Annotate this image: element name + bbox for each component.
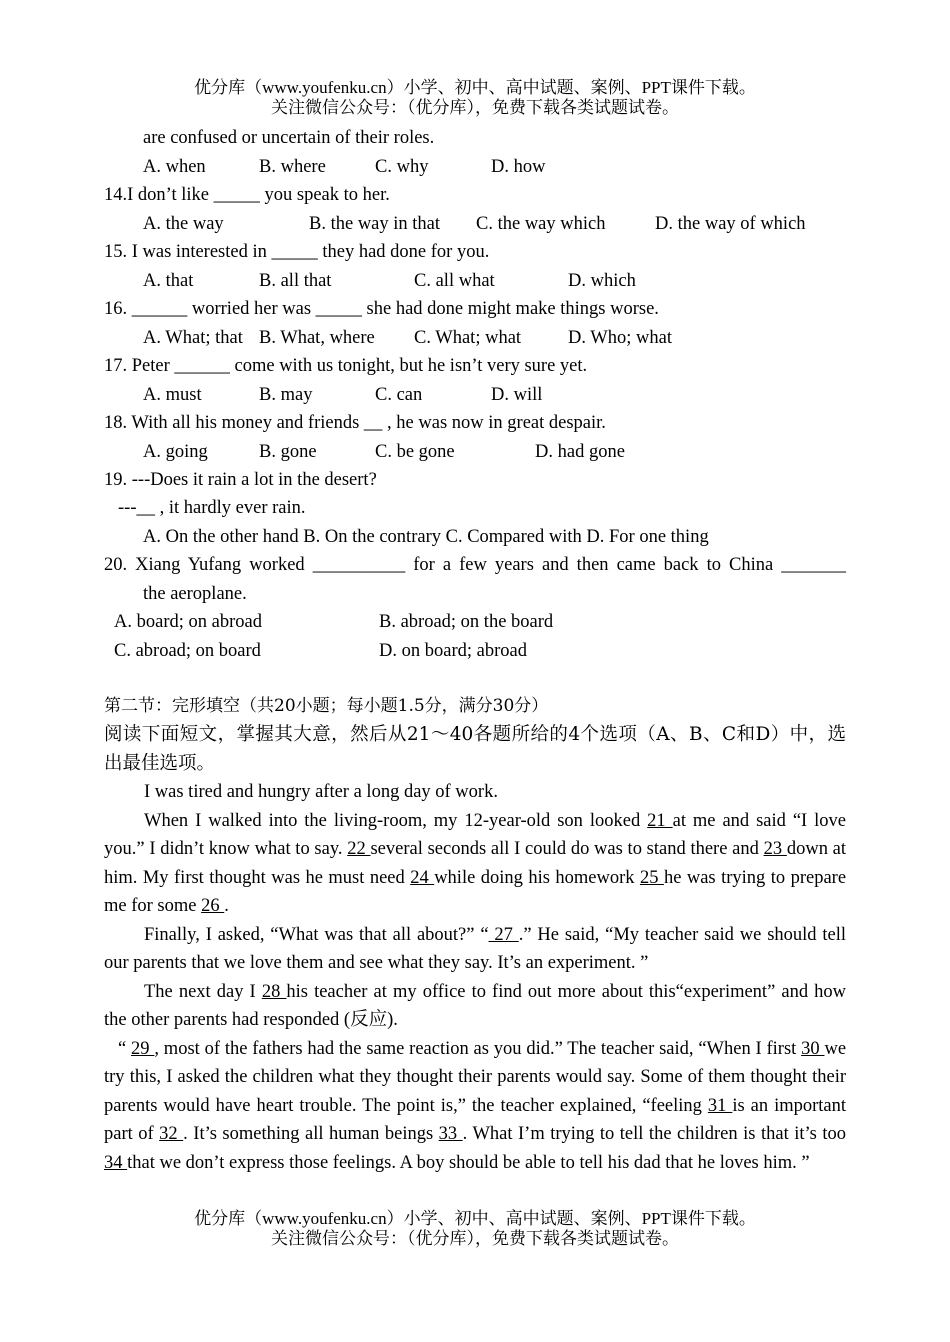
- page-header: [0, 78, 950, 118]
- blank-28: 28: [261, 981, 287, 1002]
- header-line-2: 关注微信公众号：（优分库），免费下载各类试题试卷。: [271, 98, 679, 117]
- option: D. on board; abroad: [379, 641, 527, 661]
- blank-21: 21: [647, 810, 673, 831]
- q19-options: A. On the other hand B. On the contrary C. Compared with D. For one thing: [143, 527, 709, 547]
- blank-27: 27: [488, 924, 519, 945]
- option: B. all that: [259, 271, 332, 291]
- option: A. when: [143, 157, 206, 177]
- option: B. the way in that: [309, 214, 441, 234]
- blank-26: 26: [201, 896, 225, 916]
- header-line-1: 优分库（www.youfenku.cn）小学、初中、高中试题、案例、PPT课件下载。: [194, 78, 756, 97]
- option: D. how: [491, 157, 546, 177]
- cloze-passage: [104, 778, 846, 1177]
- q19-reply: ---__ , it hardly ever rain.: [118, 498, 306, 518]
- option: D. Who; what: [568, 328, 672, 348]
- q18-stem: 18. With all his money and friends __ , he was now in great despair.: [104, 413, 606, 433]
- option: B. where: [259, 157, 326, 177]
- option: B. gone: [259, 442, 317, 462]
- footer-line-1: 优分库（www.youfenku.cn）小学、初中、高中试题、案例、PPT课件下载。: [194, 1209, 756, 1228]
- blank-24: 24: [410, 867, 435, 888]
- q15-stem: 15. I was interested in _____ they had done for you.: [104, 242, 490, 262]
- option: C. all what: [414, 271, 495, 291]
- section-instruction: 阅读下面短文，掌握其大意，然后从21～40各题所给的4个选项（A、B、C和D）中，选出最佳选项。: [104, 724, 846, 774]
- option: B. may: [259, 385, 313, 405]
- option: B. abroad; on the board: [379, 612, 554, 632]
- q16-stem: 16. ______ worried her was _____ she had done might make things worse.: [104, 299, 659, 319]
- blank-33: 33: [438, 1124, 463, 1144]
- option: C. why: [375, 157, 429, 177]
- blank-30: 30: [801, 1038, 825, 1059]
- option: C. abroad; on board: [114, 641, 261, 661]
- q20-stem: 20. Xiang Yufang worked __________ for a few years and then came back to China _______: [104, 555, 846, 575]
- option: C. the way which: [476, 214, 606, 234]
- blank-31: 31: [707, 1095, 733, 1116]
- q19-stem: 19. ---Does it rain a lot in the desert?: [104, 470, 377, 490]
- option: C. can: [375, 385, 423, 405]
- option: D. will: [491, 385, 543, 405]
- blank-23: 23: [763, 839, 787, 859]
- option: C. What; what: [414, 328, 522, 348]
- section-title: 第二节：完形填空（共20小题；每小题1.5分，满分30分）: [104, 696, 549, 716]
- blank-29: 29: [131, 1038, 155, 1059]
- option: D. which: [568, 271, 636, 291]
- option: C. be gone: [375, 442, 455, 462]
- option: A. board; on abroad: [114, 612, 262, 632]
- option: B. What, where: [259, 328, 375, 348]
- option: A. must: [143, 385, 202, 405]
- paragraph-5: “ 29 , most of the fathers had the same reaction as you did.” The teacher said, “When I first 30 we try this, I asked the children what they thought their parents would say. Some of them thought their parents would have heart trouble. The point is,” the teacher explained, “feeling 31 is an important part of 32 . It’s something all human beings 33 . What I’m trying to tell the children is that it’s too 34 that we don’t express those feelings. A boy should be able to tell his dad that he loves him. ”: [104, 1038, 847, 1173]
- option: D. had gone: [535, 442, 625, 462]
- blank-25: 25: [639, 867, 664, 888]
- blank-34: 34: [104, 1152, 128, 1173]
- option: D. the way of which: [655, 214, 806, 234]
- q17-stem: 17. Peter ______ come with us tonight, but he isn’t very sure yet.: [104, 356, 588, 376]
- footer-line-2: 关注微信公众号：（优分库），免费下载各类试题试卷。: [271, 1229, 679, 1248]
- option: A. that: [143, 271, 194, 291]
- paragraph-2: When I walked into the living-room, my 12-year-old son looked 21 at me and said “I love you.” I didn’t know what to say. 22 several seconds all I could do was to stand there and 23 down at him. My first thought was he must need 24 while doing his homework 25 he was trying to prepare me for some 26 .: [104, 810, 847, 916]
- q13-continuation: are confused or uncertain of their roles.: [143, 128, 435, 148]
- q14-stem: 14.I don’t like _____ you speak to her.: [104, 185, 390, 205]
- blank-22: 22: [347, 839, 371, 859]
- paragraph-3: Finally, I asked, “What was that all about?” “ 27 .” He said, “My teacher said we should tell our parents that we love them and see what they say. It’s an experiment. ”: [104, 924, 847, 973]
- page-footer: [0, 1209, 950, 1249]
- blank-32: 32: [159, 1124, 184, 1144]
- paragraph-4: The next day I 28 his teacher at my office to find out more about this“experiment” and how the other parents had responded (反应).: [104, 981, 847, 1030]
- option: A. going: [143, 442, 208, 462]
- option: A. the way: [143, 214, 224, 234]
- paragraph-1: I was tired and hungry after a long day of work.: [144, 782, 498, 802]
- option: A. What; that: [143, 328, 243, 348]
- q20-stem-continued: the aeroplane.: [143, 584, 247, 604]
